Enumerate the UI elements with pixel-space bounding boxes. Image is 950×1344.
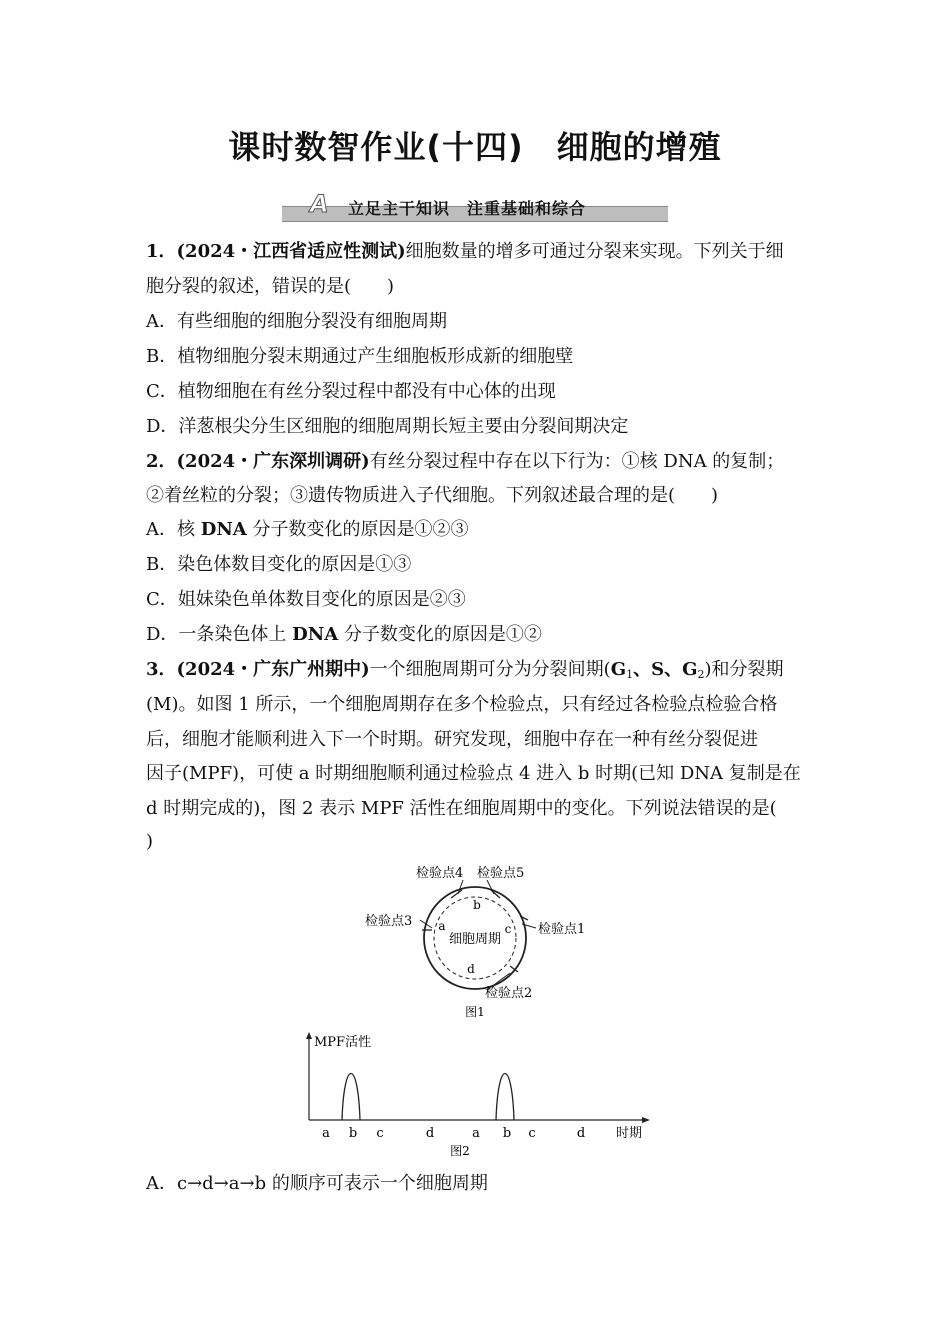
q3-stem-line2: (M)。如图 1 所示，一个细胞周期存在多个检验点，只有经过各检验点检验合格 [146, 694, 778, 715]
x-axis-label: 时期 [616, 1126, 643, 1141]
q2-stem-line1 [146, 450, 784, 474]
q1-option-c: C．植物细胞在有丝分裂过程中都没有中心体的出现 [146, 381, 556, 402]
q2-source: (2024・广东深圳调研) [176, 451, 370, 472]
q2-d-pre: D．一条染色体上 [146, 624, 293, 645]
q1-stem-line2: 胞分裂的叙述，错误的是( ) [146, 276, 395, 297]
q2-d-post: 分子数变化的原因是①② [338, 624, 542, 645]
phase-d-label: d [467, 962, 475, 976]
q2-number: 2． [146, 451, 177, 472]
q2-option-c: C．姐妹染色单体数目变化的原因是②③ [146, 589, 466, 610]
figure-1-center-label: 细胞周期 [448, 932, 502, 947]
phase-a-label: a [438, 919, 446, 933]
y-axis-label: MPF活性 [314, 1035, 372, 1050]
q3-stem-line6: ) [146, 831, 154, 852]
section-banner [282, 190, 668, 224]
q3-g1: G [610, 659, 627, 680]
phase-b-label: b [473, 898, 481, 912]
x-tick-label: d [576, 1126, 586, 1141]
q1-stem-line1 [146, 240, 784, 264]
y-axis-arrow [306, 1032, 312, 1039]
q2-stem-line2: ②着丝粒的分裂；③遗传物质进入子代细胞。下列叙述最合理的是( ) [146, 485, 719, 506]
mpf-peak-2 [496, 1074, 514, 1121]
q1-stem-text1: 细胞数量的增多可通过分裂来实现。下列关于细 [405, 241, 784, 262]
phase-c-label: c [504, 922, 512, 936]
x-tick-label: d [425, 1126, 435, 1141]
checkpoint-2-label: 检验点2 [485, 986, 533, 1001]
q1-option-b: B．植物细胞分裂末期通过产生细胞板形成新的细胞壁 [146, 346, 574, 367]
figure-2-mpf-chart [300, 1028, 660, 1163]
q3-number: 3． [146, 659, 177, 680]
checkpoint-3-label: 检验点3 [365, 914, 413, 929]
q3-stem-line5: d 时期完成的)，图 2 表示 MPF 活性在细胞周期中的变化。下列说法错误的是( [146, 798, 777, 819]
q2-a-dna: DNA [200, 519, 247, 540]
q3-g1-sub: 1 [626, 668, 634, 681]
x-tick-label: c [376, 1126, 384, 1141]
q1-number: 1． [146, 241, 177, 262]
q3-g2-sub: 2 [697, 668, 705, 681]
banner-letter: A [310, 190, 329, 218]
q2-option-d [146, 623, 542, 647]
page-title: 课时数智作业(十四) 细胞的增殖 [228, 128, 722, 166]
mpf-peak-1 [342, 1074, 360, 1121]
q3-stem-line1 [146, 658, 783, 687]
q2-option-b: B．染色体数目变化的原因是①③ [146, 554, 412, 575]
q2-a-post: 分子数变化的原因是①②③ [246, 519, 469, 540]
q3-stem-line3: 后，细胞才能顺利进入下一个时期。研究发现，细胞中存在一种有丝分裂促进 [146, 729, 758, 750]
q2-d-dna: DNA [292, 624, 339, 645]
checkpoint-4-label: 检验点4 [416, 866, 464, 881]
q3-text1b: )和分裂期 [704, 659, 784, 680]
x-tick-label: b [348, 1126, 358, 1141]
q3-g2: G [682, 659, 698, 680]
q1-source: (2024・江西省适应性测试) [176, 241, 406, 262]
x-axis-arrow [642, 1117, 650, 1123]
q3-text1a: 一个细胞周期可分为分裂间期( [369, 659, 611, 680]
x-tick-label: c [528, 1126, 536, 1141]
q2-stem-text1: 有丝分裂过程中存在以下行为：①核 DNA 的复制； [369, 451, 785, 472]
x-tick-label: a [322, 1126, 330, 1141]
q3-sep1: 、S、 [633, 659, 683, 680]
q1-option-d: D．洋葱根尖分生区细胞的细胞周期长短主要由分裂间期决定 [146, 416, 629, 437]
figure-1-cell-cycle [350, 858, 610, 1023]
figure-1-caption: 图1 [465, 1005, 485, 1019]
q3-source: (2024・广东广州期中) [176, 659, 370, 680]
section-label: 立足主干知识 注重基础和综合 [348, 199, 587, 218]
q2-a-pre: A．核 [146, 519, 201, 540]
figure-2-caption: 图2 [450, 1144, 470, 1158]
checkpoint-1-label: 检验点1 [538, 922, 586, 937]
q2-option-a [146, 518, 469, 542]
q3-option-a: A．c→d→a→b 的顺序可表示一个细胞周期 [146, 1173, 488, 1194]
checkpoint-5-label: 检验点5 [477, 866, 525, 881]
x-tick-label: b [502, 1126, 512, 1141]
q3-stem-line4: 因子(MPF)，可使 a 时期细胞顺利通过检验点 4 进入 b 时期(已知 DNA 复制是在 [146, 763, 801, 784]
x-tick-label: a [472, 1126, 480, 1141]
q1-option-a: A．有些细胞的细胞分裂没有细胞周期 [146, 311, 447, 332]
